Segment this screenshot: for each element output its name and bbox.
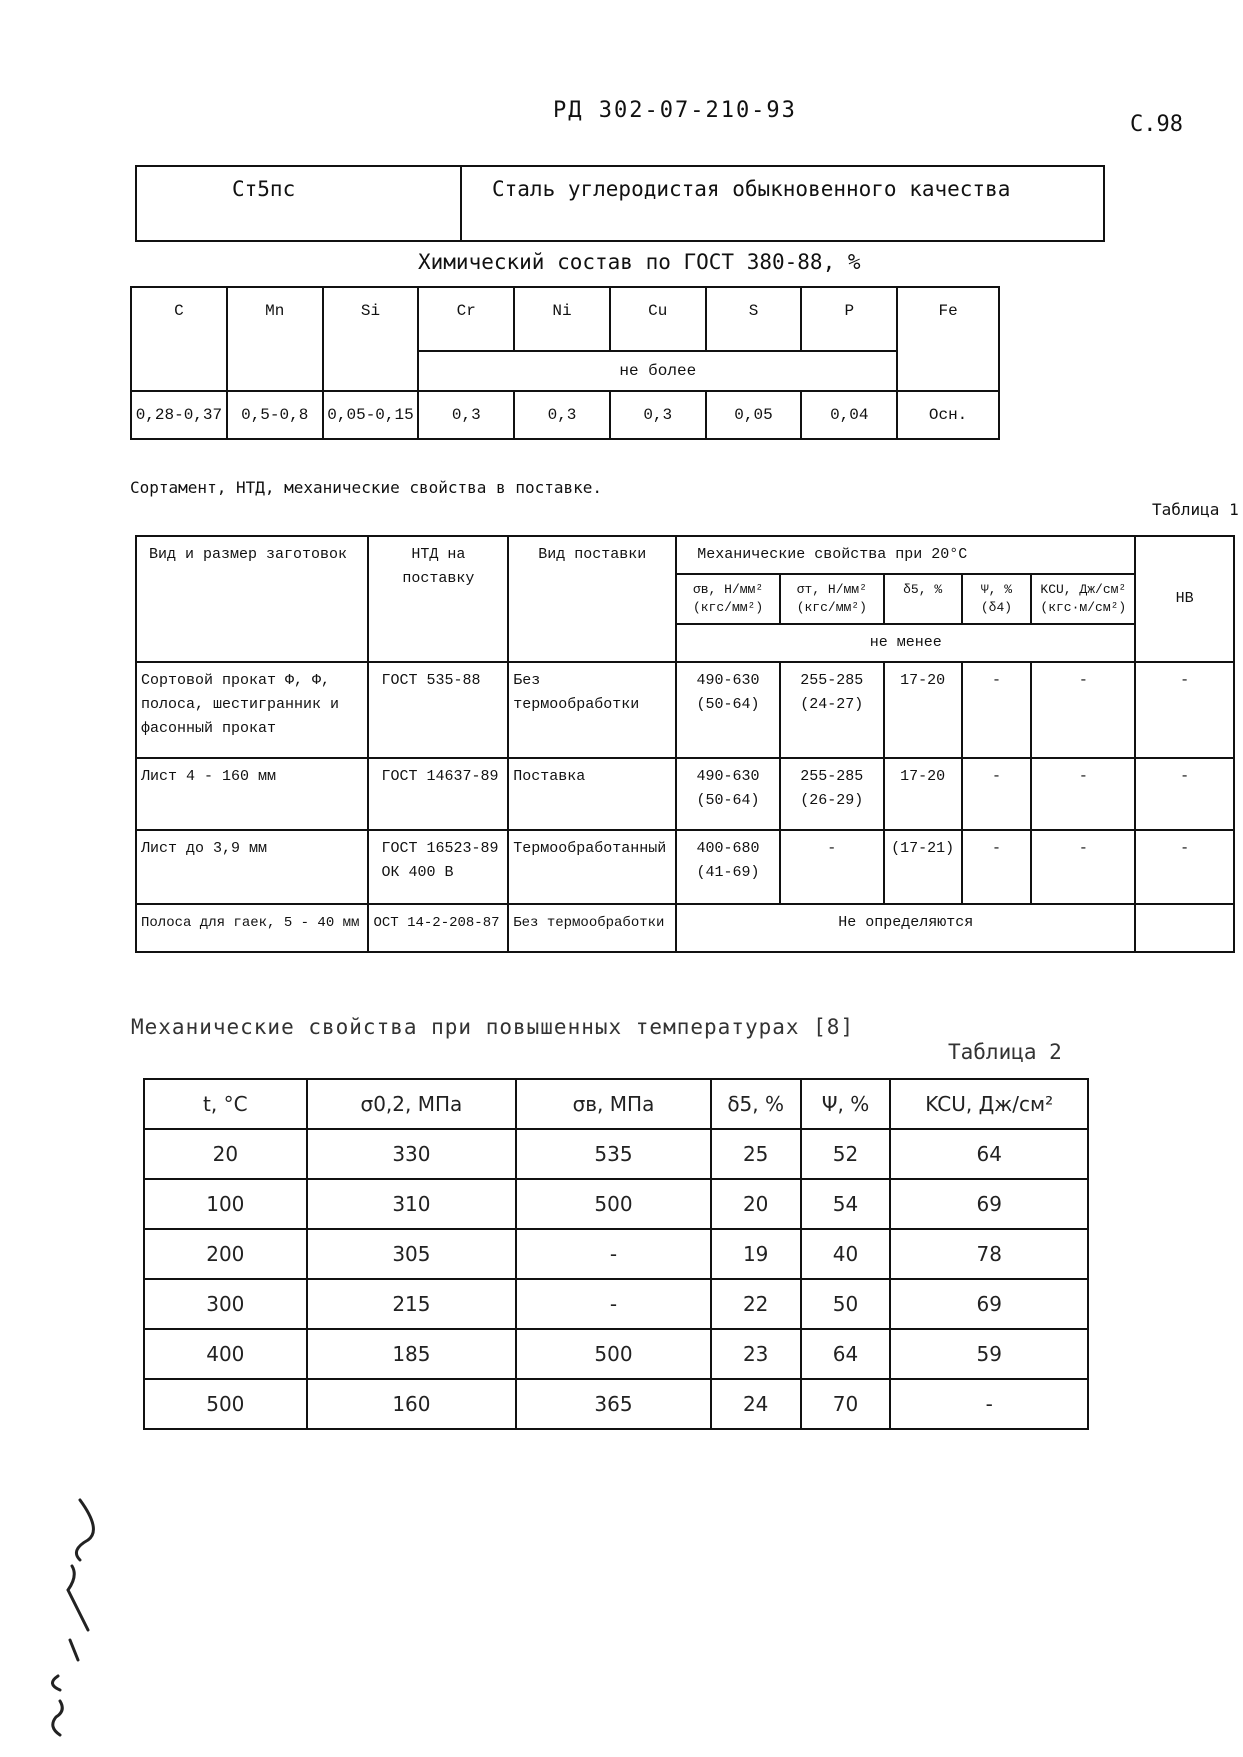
row-yield: 255-285 (26-29): [780, 758, 884, 830]
table-row: [144, 1129, 1088, 1179]
header-ntd: НТД на поставку: [368, 536, 508, 662]
document-code: РД 302-07-210-93: [553, 98, 797, 123]
table-cell: 185: [307, 1329, 517, 1379]
chem-header-cell: Cr: [418, 287, 514, 351]
table-cell: 78: [890, 1229, 1088, 1279]
table-cell: 215: [307, 1279, 517, 1329]
chemical-composition-table: [130, 286, 1000, 440]
row-reduction: -: [962, 662, 1032, 758]
table-cell: 69: [890, 1279, 1088, 1329]
header-tensile: σв, Н/мм² (кгс/мм²): [676, 574, 780, 624]
table2-title: Механические свойства при повышенных температурах [8]: [131, 1015, 855, 1039]
table-row: [136, 904, 1234, 952]
chem-value-cell: 0,3: [514, 391, 610, 439]
row-ntd: ГОСТ 535-88: [368, 662, 508, 758]
table-cell: 59: [890, 1329, 1088, 1379]
table-cell: 54: [801, 1179, 891, 1229]
row-delivery: Термообработанный: [508, 830, 676, 904]
header-yield: σт, Н/мм² (кгс/мм²): [780, 574, 884, 624]
chem-value-cell: 0,04: [801, 391, 897, 439]
table-cell: 100: [144, 1179, 307, 1229]
table-row: [144, 1179, 1088, 1229]
table-cell: -: [516, 1229, 711, 1279]
row-reduction: -: [962, 830, 1032, 904]
header-elongation: δ5, %: [711, 1079, 801, 1129]
row-tensile: 400-680 (41-69): [676, 830, 780, 904]
table-cell: 70: [801, 1379, 891, 1429]
header-temperature: t, °С: [144, 1079, 307, 1129]
table-cell: 300: [144, 1279, 307, 1329]
row-delivery: Без термообработки: [508, 904, 676, 952]
table-row: [136, 662, 1234, 758]
table-row: [144, 1229, 1088, 1279]
header-elongation: δ5, %: [884, 574, 962, 624]
chem-header-cell: Cu: [610, 287, 706, 351]
table-row: [136, 830, 1234, 904]
row-not-determined: Не определяются: [676, 904, 1135, 952]
table2-header-row: [144, 1079, 1088, 1129]
row-tensile: 490-630 (50-64): [676, 662, 780, 758]
table-cell: 24: [711, 1379, 801, 1429]
chem-values-row: [131, 391, 999, 439]
table-cell: 64: [801, 1329, 891, 1379]
table-row: [144, 1329, 1088, 1379]
table-cell: 52: [801, 1129, 891, 1179]
row-impact: -: [1031, 830, 1135, 904]
table-cell: 200: [144, 1229, 307, 1279]
table-cell: 310: [307, 1179, 517, 1229]
page-number: С.98: [1130, 112, 1183, 137]
table1-label: Таблица 1: [1152, 500, 1239, 519]
chem-value-cell: 0,5-0,8: [227, 391, 323, 439]
table-cell: 25: [711, 1129, 801, 1179]
table-cell: 64: [890, 1129, 1088, 1179]
header-delivery: Вид поставки: [508, 536, 676, 662]
table-cell: 23: [711, 1329, 801, 1379]
row-hb: -: [1135, 830, 1234, 904]
table-cell: 500: [516, 1329, 711, 1379]
row-type: Сортовой прокат Ф, Ф, полоса, шестигранник и фасонный прокат: [136, 662, 368, 758]
table-cell: 22: [711, 1279, 801, 1329]
chem-header-cell: Si: [323, 287, 419, 391]
row-delivery: Поставка: [508, 758, 676, 830]
elevated-temperature-table: [143, 1078, 1089, 1430]
row-reduction: -: [962, 758, 1032, 830]
header-mechanical: Механические свойства при 20°С: [676, 536, 1135, 574]
table1-intro: Сортамент, НТД, механические свойства в поставке.: [130, 478, 603, 497]
row-hb: -: [1135, 758, 1234, 830]
row-yield: 255-285 (24-27): [780, 662, 884, 758]
chem-header-cell: P: [801, 287, 897, 351]
header-reduction: Ψ, %: [801, 1079, 891, 1129]
chem-header-cell: C: [131, 287, 227, 391]
table-cell: 50: [801, 1279, 891, 1329]
table-row: [144, 1279, 1088, 1329]
chem-header-cell: Ni: [514, 287, 610, 351]
chem-header-cell: Mn: [227, 287, 323, 391]
row-type: Лист до 3,9 мм: [136, 830, 368, 904]
table-cell: 160: [307, 1379, 517, 1429]
chem-header-row: [131, 287, 999, 351]
table-cell: 69: [890, 1179, 1088, 1229]
table-cell: -: [516, 1279, 711, 1329]
delivery-properties-table: [135, 535, 1235, 953]
header-impact: KCU, Дж/см² (кгс·м/см²): [1031, 574, 1135, 624]
row-hb-empty: [1135, 904, 1234, 952]
chem-max-note: не более: [418, 351, 897, 391]
steel-description: Сталь углеродистая обыкновенного качества: [492, 177, 1011, 201]
header-impact: KCU, Дж/см²: [890, 1079, 1088, 1129]
table-cell: 500: [516, 1179, 711, 1229]
header-proof-stress: σ0,2, МПа: [307, 1079, 517, 1129]
header-workpiece: Вид и размер заготовок: [149, 546, 348, 563]
table-row: [144, 1379, 1088, 1429]
table-cell: 365: [516, 1379, 711, 1429]
row-elongation: 17-20: [884, 758, 962, 830]
steel-grade-box: [135, 165, 1105, 242]
table-cell: 305: [307, 1229, 517, 1279]
row-ntd: ОСТ 14-2-208-87: [368, 904, 508, 952]
row-elongation: 17-20: [884, 662, 962, 758]
chem-value-cell: 0,05: [706, 391, 802, 439]
row-tensile: 490-630 (50-64): [676, 758, 780, 830]
table-cell: -: [890, 1379, 1088, 1429]
chem-value-cell: 0,05-0,15: [323, 391, 419, 439]
header-hb: НВ: [1135, 536, 1234, 662]
handwritten-signature: [30, 1480, 110, 1750]
table-row: [136, 758, 1234, 830]
table-cell: 400: [144, 1329, 307, 1379]
table-cell: 40: [801, 1229, 891, 1279]
table-cell: 535: [516, 1129, 711, 1179]
chem-header-cell: S: [706, 287, 802, 351]
row-ntd: ГОСТ 14637-89: [368, 758, 508, 830]
table-cell: 500: [144, 1379, 307, 1429]
header-tensile: σв, МПа: [516, 1079, 711, 1129]
row-impact: -: [1031, 662, 1135, 758]
table-cell: 20: [711, 1179, 801, 1229]
row-delivery: Без термообработки: [508, 662, 676, 758]
chem-header-cell: Fe: [897, 287, 999, 391]
row-ntd: ГОСТ 16523-89 ОК 400 В: [368, 830, 508, 904]
chem-value-cell: Осн.: [897, 391, 999, 439]
table-cell: 19: [711, 1229, 801, 1279]
table-cell: 20: [144, 1129, 307, 1179]
header-blank-type: [136, 536, 368, 662]
chem-value-cell: 0,28-0,37: [131, 391, 227, 439]
row-yield: -: [780, 830, 884, 904]
header-reduction: Ψ, % (δ4): [962, 574, 1032, 624]
row-impact: -: [1031, 758, 1135, 830]
row-type: Полоса для гаек, 5 - 40 мм: [136, 904, 368, 952]
chem-value-cell: 0,3: [610, 391, 706, 439]
table-cell: 330: [307, 1129, 517, 1179]
header-min: не менее: [676, 624, 1135, 662]
row-type: Лист 4 - 160 мм: [136, 758, 368, 830]
chemical-composition-title: Химический состав по ГОСТ 380-88, %: [418, 250, 861, 274]
steel-grade: Ст5пс: [137, 167, 462, 240]
table2-label: Таблица 2: [948, 1040, 1062, 1064]
row-elongation: (17-21): [884, 830, 962, 904]
chem-value-cell: 0,3: [418, 391, 514, 439]
row-hb: -: [1135, 662, 1234, 758]
